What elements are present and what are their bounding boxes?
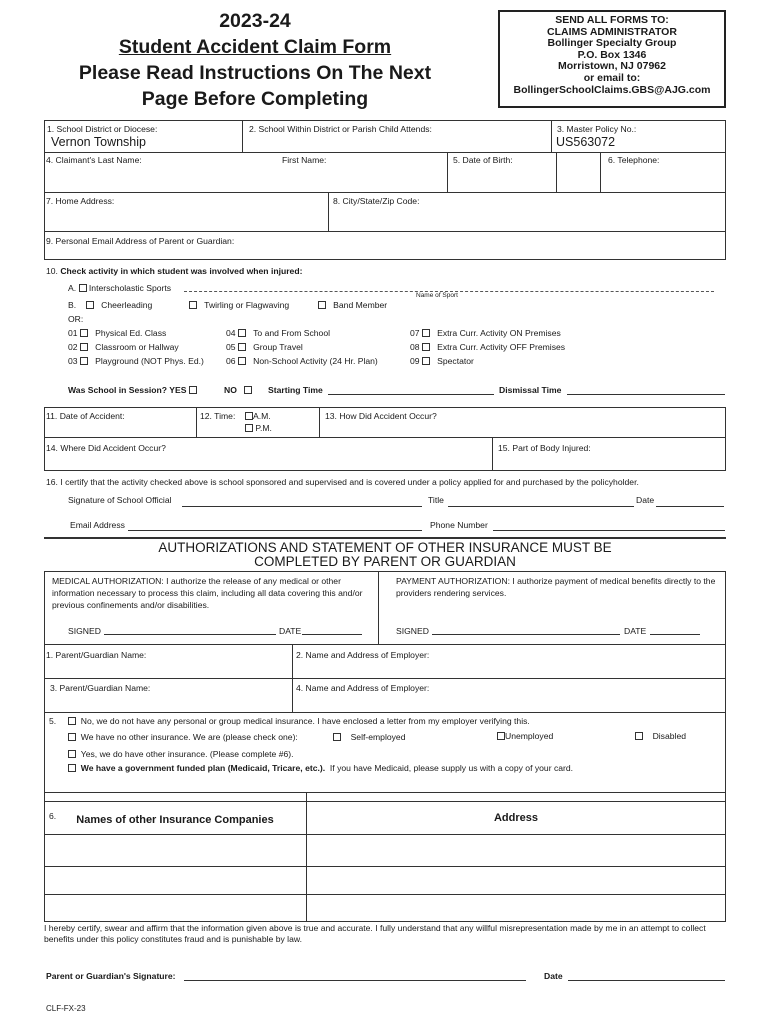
activity-04-label: To and From School xyxy=(253,328,331,338)
grid-line xyxy=(725,712,726,792)
grid-line xyxy=(492,437,493,470)
send-line-4: P.O. Box 1346 xyxy=(577,48,647,61)
government-plan-checkbox[interactable] xyxy=(68,764,76,772)
grid-line xyxy=(328,192,329,231)
session-no[interactable] xyxy=(224,385,252,395)
parent-name-2-label: 3. Parent/Guardian Name: xyxy=(50,683,151,693)
school-district-value[interactable]: Vernon Township xyxy=(51,135,146,149)
grid-line xyxy=(447,152,448,192)
activity-08[interactable] xyxy=(410,342,565,352)
interscholastic-sports-label: Interscholastic Sports xyxy=(88,283,172,293)
activity-07[interactable] xyxy=(410,328,561,338)
interscholastic-sports-checkbox[interactable] xyxy=(79,284,87,292)
grid-line xyxy=(44,571,45,644)
pm-checkbox[interactable] xyxy=(245,424,253,432)
no-other-insurance-checkbox[interactable] xyxy=(68,733,76,741)
form-code: CLF-FX-23 xyxy=(46,1004,86,1013)
medical-date-label: DATE xyxy=(279,626,302,636)
government-plan-option[interactable] xyxy=(68,763,573,773)
employer-1-label: 2. Name and Address of Employer: xyxy=(296,650,430,660)
activity-05-num: 05 xyxy=(226,342,236,352)
official-date-line[interactable] xyxy=(656,506,724,507)
home-address-label: 7. Home Address: xyxy=(46,196,115,206)
accident-date-label: 11. Date of Accident: xyxy=(46,411,125,421)
parent-date-label: Date xyxy=(544,971,563,981)
unemployed-option[interactable] xyxy=(497,731,553,741)
policy-no-value[interactable]: US563072 xyxy=(556,135,616,149)
activity-03-num: 03 xyxy=(68,356,78,366)
no-insurance-checkbox[interactable] xyxy=(68,717,76,725)
activity-heading xyxy=(46,266,302,276)
medicaid-note: If you have Medicaid, please supply us with a copy of your card. xyxy=(329,763,574,773)
no-insurance-option[interactable] xyxy=(68,716,530,726)
title-instructions-2: Page Before Completing xyxy=(141,88,369,110)
title-year: 2023-24 xyxy=(219,10,291,32)
am-checkbox[interactable] xyxy=(245,412,253,420)
insurance-address-header: Address xyxy=(493,812,539,824)
activity-06-checkbox[interactable] xyxy=(238,357,246,365)
activity-b-prefix: B. xyxy=(68,300,77,310)
grid-line xyxy=(44,712,45,792)
grid-line xyxy=(44,678,726,679)
session-yes[interactable] xyxy=(68,385,197,395)
activity-08-checkbox[interactable] xyxy=(422,343,430,351)
activity-05-checkbox[interactable] xyxy=(238,343,246,351)
no-other-insurance-label: We have no other insurance. We are (please check one): xyxy=(80,732,298,742)
section-divider xyxy=(44,537,726,539)
band-member-option[interactable] xyxy=(318,300,387,310)
school-official-signature-label: Signature of School Official xyxy=(68,495,172,505)
am-option[interactable] xyxy=(245,411,271,421)
activity-03[interactable] xyxy=(68,356,204,366)
activity-03-checkbox[interactable] xyxy=(80,357,88,365)
grid-line xyxy=(44,866,726,867)
grid-line xyxy=(44,571,726,572)
payment-date-label: DATE xyxy=(624,626,647,636)
activity-01-checkbox[interactable] xyxy=(80,329,88,337)
no-other-insurance-option[interactable] xyxy=(68,732,298,742)
send-forms-box xyxy=(498,10,726,108)
grid-line xyxy=(196,407,197,437)
activity-06[interactable] xyxy=(226,356,378,366)
activity-04[interactable] xyxy=(226,328,330,338)
parent-signature-line[interactable] xyxy=(184,980,526,981)
grid-line xyxy=(44,644,45,712)
form-title xyxy=(40,8,470,112)
grid-line xyxy=(44,801,726,802)
pm-option[interactable] xyxy=(245,423,272,433)
grid-line xyxy=(44,120,45,259)
official-date-label: Date xyxy=(636,495,655,505)
where-occur-label: 14. Where Did Accident Occur? xyxy=(46,443,166,453)
grid-line xyxy=(725,407,726,470)
activity-09-label: Spectator xyxy=(437,356,474,366)
school-district-label: 1. School District or Diocese: xyxy=(47,124,158,134)
activity-06-label: Non-School Activity (24 Hr. Plan) xyxy=(253,356,378,366)
yes-insurance-checkbox[interactable] xyxy=(68,750,76,758)
authorization-heading-line2: COMPLETED BY PARENT OR GUARDIAN xyxy=(254,554,516,569)
session-no-label: NO xyxy=(224,385,237,395)
insurance-names-header: Names of other Insurance Companies xyxy=(76,814,274,826)
grid-line xyxy=(725,120,726,259)
band-member-label: Band Member xyxy=(333,300,388,310)
yes-insurance-label: Yes, we do have other insurance. (Please complete #6). xyxy=(80,749,294,759)
grid-line xyxy=(725,571,726,644)
send-line-5: Morristown, NJ 07962 xyxy=(558,60,666,73)
band-member-checkbox[interactable] xyxy=(318,301,326,309)
school-official-signature-line[interactable] xyxy=(182,506,422,507)
grid-line xyxy=(44,231,726,232)
payment-authorization-text: PAYMENT AUTHORIZATION: I authorize payment of medical benefits directly to the providers rendering services. xyxy=(396,576,716,598)
activity-05-label: Group Travel xyxy=(253,342,303,352)
grid-line xyxy=(378,571,379,644)
cheerleading-checkbox[interactable] xyxy=(86,301,94,309)
medical-authorization-text: MEDICAL AUTHORIZATION: I authorize the release of any medical or other information necessary to process this claim, including all data covering this and/or previous confinements and/or disabilities. xyxy=(52,576,363,610)
how-occur-label: 13. How Did Accident Occur? xyxy=(325,411,437,421)
session-no-checkbox[interactable] xyxy=(244,386,252,394)
self-employed-checkbox[interactable] xyxy=(333,733,341,741)
send-line-2: CLAIMS ADMINISTRATOR xyxy=(547,25,677,38)
activity-09-num: 09 xyxy=(410,356,420,366)
self-employed-option[interactable] xyxy=(333,732,406,742)
body-part-label: 15. Part of Body Injured: xyxy=(498,443,591,453)
starting-time-label: Starting Time xyxy=(268,385,323,395)
grid-line xyxy=(292,644,293,712)
grid-line xyxy=(242,120,243,152)
self-employed-label: Self-employed xyxy=(350,732,406,742)
activity-02[interactable] xyxy=(68,342,179,352)
activity-09[interactable] xyxy=(410,356,474,366)
activity-01[interactable] xyxy=(68,328,166,338)
dismissal-time-label: Dismissal Time xyxy=(499,385,562,395)
official-phone-label: Phone Number xyxy=(430,520,488,530)
grid-line xyxy=(725,644,726,712)
insurance-number-5: 5. xyxy=(49,716,57,726)
name-of-sport-caption: Name of Sport xyxy=(416,292,458,299)
activity-02-label: Classroom or Hallway xyxy=(95,342,179,352)
activity-heading-text: Check activity in which student was involved when injured: xyxy=(60,266,303,276)
activity-05[interactable] xyxy=(226,342,303,352)
twirling-label: Twirling or Flagwaving xyxy=(204,300,290,310)
activity-number: 10. xyxy=(46,266,58,276)
grid-line xyxy=(44,834,726,835)
activity-01-label: Physical Ed. Class xyxy=(95,328,167,338)
payment-signed-line[interactable] xyxy=(432,634,620,635)
activity-07-num: 07 xyxy=(410,328,420,338)
payment-signed-label: SIGNED xyxy=(396,626,429,636)
grid-line xyxy=(44,259,726,260)
activity-07-label: Extra Curr. Activity ON Premises xyxy=(437,328,561,338)
activity-a-prefix: A. xyxy=(68,283,77,293)
grid-line xyxy=(44,792,726,793)
grid-line xyxy=(551,120,552,152)
activity-03-label: Playground (NOT Phys. Ed.) xyxy=(95,356,204,366)
starting-time-line[interactable] xyxy=(328,394,494,395)
no-insurance-label: No, we do not have any personal or group medical insurance. I have enclosed a letter from my employer verifying this. xyxy=(80,716,530,726)
grid-line xyxy=(44,437,726,438)
grid-line xyxy=(44,712,726,713)
authorization-heading xyxy=(44,541,726,569)
grid-line xyxy=(44,120,726,121)
grid-line xyxy=(319,407,320,437)
cheerleading-option[interactable] xyxy=(86,300,152,310)
grid-line xyxy=(600,152,601,192)
activity-a-row xyxy=(68,283,171,293)
accident-time-label: 12. Time: xyxy=(200,411,236,421)
medical-signed-label: SIGNED xyxy=(68,626,101,636)
activity-08-label: Extra Curr. Activity OFF Premises xyxy=(437,342,566,352)
unemployed-checkbox[interactable] xyxy=(497,732,505,740)
activity-01-num: 01 xyxy=(68,328,78,338)
school-attends-label: 2. School Within District or Parish Child Attends: xyxy=(249,124,432,134)
telephone-label: 6. Telephone: xyxy=(608,155,660,165)
first-name-label: First Name: xyxy=(282,155,327,165)
official-email-line[interactable] xyxy=(128,530,422,531)
grid-line xyxy=(44,792,45,921)
session-yes-checkbox[interactable] xyxy=(189,386,197,394)
dismissal-time-line[interactable] xyxy=(567,394,725,395)
send-line-6: or email to: xyxy=(583,71,641,84)
or-label: OR: xyxy=(68,314,84,324)
grid-line xyxy=(556,152,557,192)
parent-signature-label: Parent or Guardian's Signature: xyxy=(46,971,176,981)
affirmation-statement: I hereby certify, swear and affirm that the information given above is true and accurate. I fully understand that any willful misrepresentation made by me in an attempt to collect benefits under this policy constitutes fraud and is punishable by law. xyxy=(44,923,706,944)
parent-email-label: 9. Personal Email Address of Parent or Guardian: xyxy=(46,236,235,246)
activity-04-checkbox[interactable] xyxy=(238,329,246,337)
activity-08-num: 08 xyxy=(410,342,420,352)
medical-signed-line[interactable] xyxy=(104,634,276,635)
official-title-line[interactable] xyxy=(448,506,634,507)
activity-02-checkbox[interactable] xyxy=(80,343,88,351)
cheerleading-label: Cheerleading xyxy=(101,300,153,310)
pm-label: P.M. xyxy=(255,423,272,433)
title-instructions-1: Please Read Instructions On The Next xyxy=(78,62,432,84)
payment-date-line[interactable] xyxy=(650,634,700,635)
official-email-label: Email Address xyxy=(70,520,125,530)
activity-04-num: 04 xyxy=(226,328,236,338)
official-phone-line[interactable] xyxy=(493,530,725,531)
am-label: A.M. xyxy=(253,411,271,421)
activity-06-num: 06 xyxy=(226,356,236,366)
send-line-1: SEND ALL FORMS TO: xyxy=(555,14,669,26)
medical-date-line[interactable] xyxy=(302,634,362,635)
send-line-3: Bollinger Specialty Group xyxy=(547,37,677,50)
official-title-label: Title xyxy=(428,495,444,505)
disabled-option[interactable] xyxy=(635,731,686,741)
disabled-label: Disabled xyxy=(652,731,687,741)
grid-line xyxy=(44,407,45,470)
grid-line xyxy=(44,894,726,895)
activity-09-checkbox[interactable] xyxy=(422,357,430,365)
session-question: Was School in Session? YES xyxy=(68,385,187,395)
grid-line xyxy=(44,644,726,645)
title-main: Student Accident Claim Form xyxy=(118,36,392,58)
last-name-label: 4. Claimant's Last Name: xyxy=(46,155,142,165)
policy-no-label: 3. Master Policy No.: xyxy=(557,124,637,134)
twirling-checkbox[interactable] xyxy=(189,301,197,309)
parent-date-line[interactable] xyxy=(568,980,725,981)
disabled-checkbox[interactable] xyxy=(635,732,643,740)
activity-02-num: 02 xyxy=(68,342,78,352)
twirling-option[interactable] xyxy=(189,300,289,310)
yes-insurance-option[interactable] xyxy=(68,749,294,759)
insurance-number-6: 6. xyxy=(49,811,57,821)
send-email: BollingerSchoolClaims.GBS@AJG.com xyxy=(513,83,711,96)
grid-line xyxy=(44,192,726,193)
unemployed-label: Unemployed xyxy=(505,731,554,741)
city-state-zip-label: 8. City/State/Zip Code: xyxy=(333,196,420,206)
certify-statement: 16. I certify that the activity checked above is school sponsored and supervised and is covered under a policy applied for and purchased by the policyholder. xyxy=(46,477,639,487)
activity-07-checkbox[interactable] xyxy=(422,329,430,337)
authorization-heading-line1: AUTHORIZATIONS AND STATEMENT OF OTHER INSURANCE MUST BE xyxy=(158,540,612,555)
grid-line xyxy=(44,470,726,471)
grid-line xyxy=(44,152,726,153)
grid-line xyxy=(44,407,726,408)
employer-2-label: 4. Name and Address of Employer: xyxy=(296,683,430,693)
grid-line xyxy=(44,921,726,922)
parent-name-1-label: 1. Parent/Guardian Name: xyxy=(46,650,147,660)
dob-label: 5. Date of Birth: xyxy=(453,155,513,165)
government-plan-label: We have a government funded plan (Medicaid, Tricare, etc.). xyxy=(80,763,326,773)
